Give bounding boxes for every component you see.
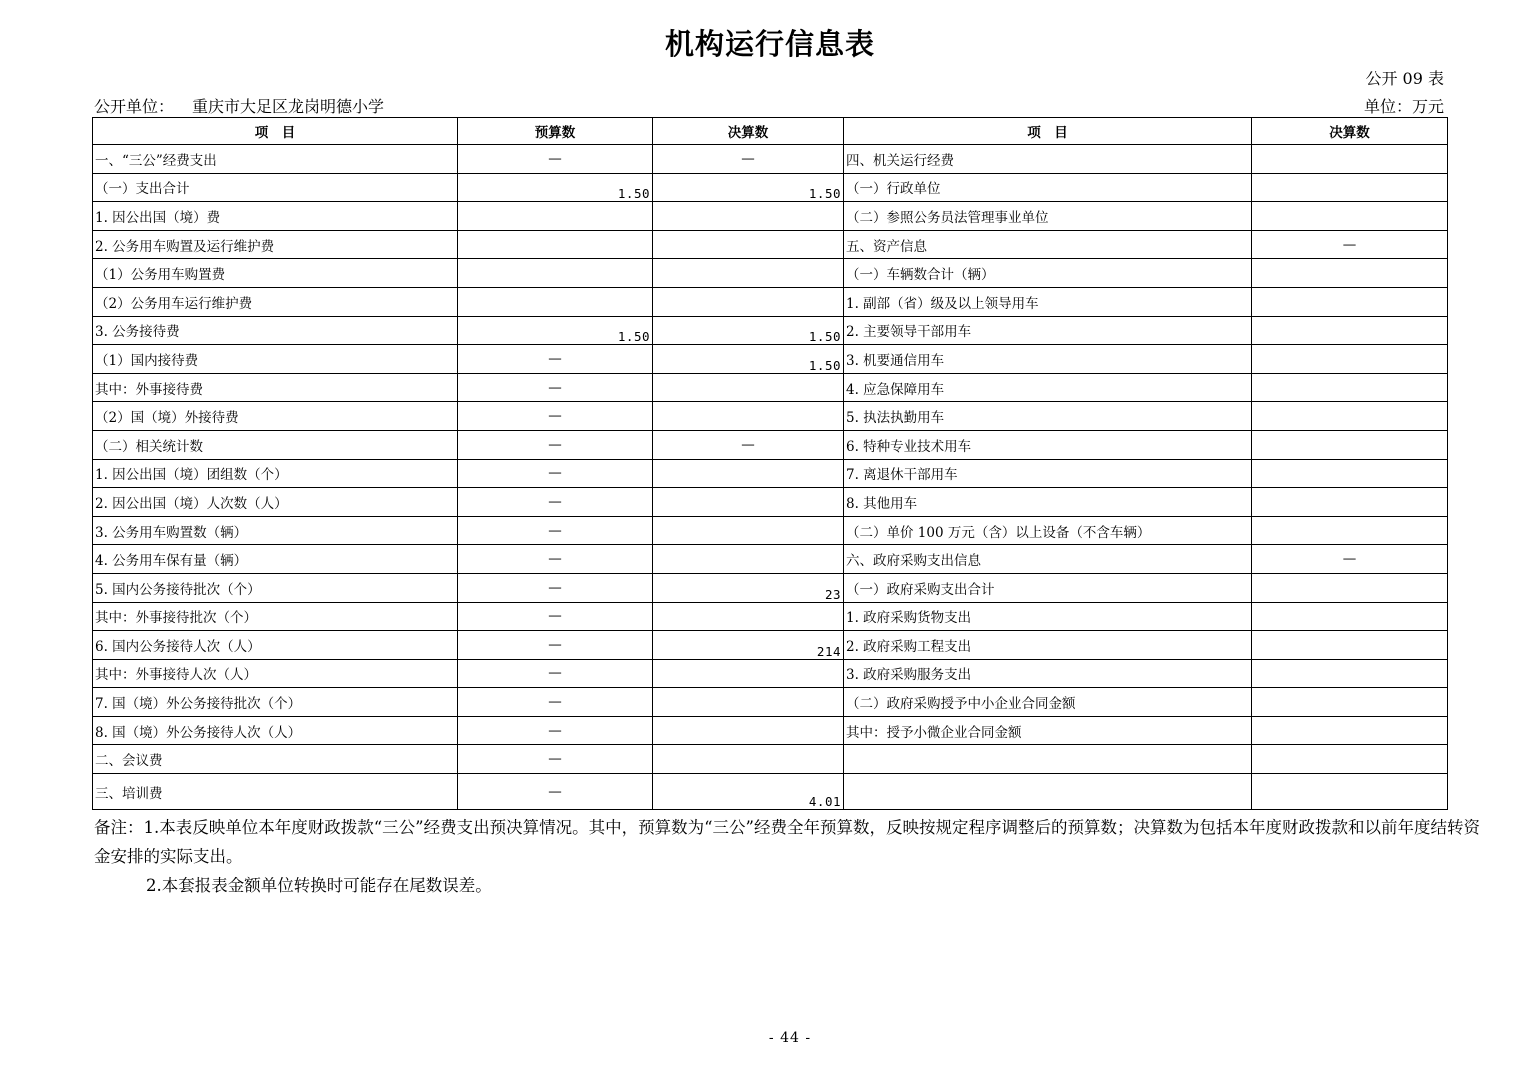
row-item-right: 1. 政府采购货物支出: [844, 602, 1252, 631]
row-budget: [458, 259, 653, 288]
row-final-right: [1252, 173, 1448, 202]
table-row: [93, 488, 1448, 517]
table-row: [93, 459, 1448, 488]
notes: [94, 813, 1484, 900]
row-item-right: （一）车辆数合计（辆）: [844, 259, 1252, 288]
row-budget: —: [458, 373, 653, 402]
row-item-right: 5. 执法执勤用车: [844, 402, 1252, 431]
row-budget: —: [458, 716, 653, 745]
table-row: [93, 774, 1448, 810]
header-item-right: 项 目: [844, 118, 1252, 145]
row-budget: —: [458, 430, 653, 459]
row-final-right: [1252, 145, 1448, 174]
row-final: —: [653, 430, 844, 459]
row-budget: —: [458, 516, 653, 545]
row-item-right: 六、政府采购支出信息: [844, 545, 1252, 574]
row-final: 4.01: [653, 774, 844, 810]
row-final-right: [1252, 345, 1448, 374]
row-final-right: [1252, 659, 1448, 688]
row-item-right: 四、机关运行经费: [844, 145, 1252, 174]
table-row: [93, 545, 1448, 574]
row-final: [653, 602, 844, 631]
table-row: [93, 259, 1448, 288]
row-item: （2）公务用车运行维护费: [93, 287, 458, 316]
row-item: 3. 公务用车购置数（辆）: [93, 516, 458, 545]
row-item: 5. 国内公务接待批次（个）: [93, 573, 458, 602]
row-final-right: [1252, 745, 1448, 774]
row-budget: —: [458, 402, 653, 431]
row-item: 7. 国（境）外公务接待批次（个）: [93, 688, 458, 717]
row-item: 6. 国内公务接待人次（人）: [93, 631, 458, 660]
reporting-unit: [94, 94, 384, 117]
row-item-right: （二）单价 100 万元（含）以上设备（不含车辆）: [844, 516, 1252, 545]
row-final-right: [1252, 716, 1448, 745]
row-budget: —: [458, 631, 653, 660]
row-budget: —: [458, 602, 653, 631]
row-item-right: 2. 政府采购工程支出: [844, 631, 1252, 660]
row-item: 2. 因公出国（境）人次数（人）: [93, 488, 458, 517]
header-final: 决算数: [653, 118, 844, 145]
row-final: [653, 202, 844, 231]
row-final: [653, 259, 844, 288]
header-budget: 预算数: [458, 118, 653, 145]
row-final: [653, 516, 844, 545]
row-budget: —: [458, 459, 653, 488]
form-number: 公开 09 表: [1365, 69, 1444, 88]
row-budget: —: [458, 573, 653, 602]
row-item: （2）国（境）外接待费: [93, 402, 458, 431]
row-item: 3. 公务接待费: [93, 316, 458, 345]
table-row: [93, 145, 1448, 174]
row-final-right: [1252, 459, 1448, 488]
row-item: （二）相关统计数: [93, 430, 458, 459]
row-final: [653, 402, 844, 431]
table-row: [93, 716, 1448, 745]
row-budget: [458, 287, 653, 316]
row-item-right: （一）政府采购支出合计: [844, 573, 1252, 602]
row-final: [653, 459, 844, 488]
unit-name: 重庆市大足区龙岗明德小学: [192, 97, 385, 116]
note-line-1: 备注：1.本表反映单位本年度财政拨款“三公”经费支出预决算情况。其中，预算数为“三公”经费全年预算数，反映按规定程序调整后的预算数；决算数为包括本年度财政拨款和以前年度结转资金安排的实际支出。: [94, 818, 1480, 866]
row-final: [653, 545, 844, 574]
row-item-right: 3. 政府采购服务支出: [844, 659, 1252, 688]
row-item-right: （二）参照公务员法管理事业单位: [844, 202, 1252, 231]
row-final-right: [1252, 402, 1448, 431]
row-item-right: 3. 机要通信用车: [844, 345, 1252, 374]
info-table: [92, 117, 1448, 810]
row-final: [653, 688, 844, 717]
row-final: [653, 488, 844, 517]
table-row: [93, 631, 1448, 660]
row-final: —: [653, 145, 844, 174]
row-item: （1）公务用车购置费: [93, 259, 458, 288]
table-row: [93, 602, 1448, 631]
table-row: [93, 202, 1448, 231]
row-final-right: —: [1252, 545, 1448, 574]
row-item-right: 五、资产信息: [844, 230, 1252, 259]
row-final-right: [1252, 516, 1448, 545]
row-final-right: —: [1252, 230, 1448, 259]
row-budget: 1.50: [458, 173, 653, 202]
header-final-right: 决算数: [1252, 118, 1448, 145]
row-final-right: [1252, 430, 1448, 459]
table-row: [93, 230, 1448, 259]
row-item: 其中：外事接待批次（个）: [93, 602, 458, 631]
row-item: 1. 因公出国（境）团组数（个）: [93, 459, 458, 488]
row-item-right: （二）政府采购授予中小企业合同金额: [844, 688, 1252, 717]
row-item: 其中：外事接待人次（人）: [93, 659, 458, 688]
row-budget: —: [458, 545, 653, 574]
row-final-right: [1252, 488, 1448, 517]
row-budget: [458, 230, 653, 259]
row-item-right: 6. 特种专业技术用车: [844, 430, 1252, 459]
table-row: [93, 430, 1448, 459]
row-final: [653, 287, 844, 316]
row-final-right: [1252, 631, 1448, 660]
row-final-right: [1252, 259, 1448, 288]
row-budget: 1.50: [458, 316, 653, 345]
row-final: 1.50: [653, 173, 844, 202]
row-final: 23: [653, 573, 844, 602]
row-final-right: [1252, 688, 1448, 717]
row-final-right: [1252, 287, 1448, 316]
row-item-right: 1. 副部（省）级及以上领导用车: [844, 287, 1252, 316]
row-item-right: [844, 774, 1252, 810]
row-final: [653, 659, 844, 688]
row-final: [653, 745, 844, 774]
header-item: 项 目: [93, 118, 458, 145]
row-budget: —: [458, 345, 653, 374]
table-row: [93, 573, 1448, 602]
row-final-right: [1252, 573, 1448, 602]
row-final: 1.50: [653, 316, 844, 345]
table-row: [93, 516, 1448, 545]
row-final-right: [1252, 316, 1448, 345]
row-final: [653, 373, 844, 402]
row-item: 8. 国（境）外公务接待人次（人）: [93, 716, 458, 745]
row-budget: —: [458, 145, 653, 174]
table-row: [93, 688, 1448, 717]
row-final-right: [1252, 373, 1448, 402]
row-item-right: 2. 主要领导干部用车: [844, 316, 1252, 345]
row-budget: —: [458, 659, 653, 688]
row-final-right: [1252, 774, 1448, 810]
row-item-right: 其中：授予小微企业合同金额: [844, 716, 1252, 745]
row-budget: —: [458, 774, 653, 810]
table-row: [93, 316, 1448, 345]
row-item: 1. 因公出国（境）费: [93, 202, 458, 231]
page-title: 机构运行信息表: [664, 27, 875, 61]
table-header-row: [93, 118, 1448, 145]
table-row: [93, 345, 1448, 374]
row-item-right: 8. 其他用车: [844, 488, 1252, 517]
row-item-right: （一）行政单位: [844, 173, 1252, 202]
money-unit: 单位：万元: [1363, 97, 1444, 116]
row-final: [653, 230, 844, 259]
table-row: [93, 173, 1448, 202]
row-final: 214: [653, 631, 844, 660]
row-item: 三、培训费: [93, 774, 458, 810]
row-budget: [458, 202, 653, 231]
note-line-2: 2.本套报表金额单位转换时可能存在尾数误差。: [146, 876, 492, 895]
row-item: 4. 公务用车保有量（辆）: [93, 545, 458, 574]
row-final: 1.50: [653, 345, 844, 374]
row-item: （一）支出合计: [93, 173, 458, 202]
table-row: [93, 745, 1448, 774]
table-row: [93, 659, 1448, 688]
row-budget: —: [458, 688, 653, 717]
table-row: [93, 373, 1448, 402]
row-budget: —: [458, 488, 653, 517]
row-item: 一、“三公”经费支出: [93, 145, 458, 174]
row-item: 二、会议费: [93, 745, 458, 774]
row-item: 其中：外事接待费: [93, 373, 458, 402]
row-budget: —: [458, 745, 653, 774]
row-item-right: [844, 745, 1252, 774]
row-item-right: 7. 离退休干部用车: [844, 459, 1252, 488]
unit-label: 公开单位：: [94, 97, 175, 116]
row-final-right: [1252, 602, 1448, 631]
table-row: [93, 287, 1448, 316]
row-item: 2. 公务用车购置及运行维护费: [93, 230, 458, 259]
row-final: [653, 716, 844, 745]
row-item: （1）国内接待费: [93, 345, 458, 374]
row-final-right: [1252, 202, 1448, 231]
table-row: [93, 402, 1448, 431]
page-number: - 44 -: [768, 1030, 812, 1046]
row-item-right: 4. 应急保障用车: [844, 373, 1252, 402]
